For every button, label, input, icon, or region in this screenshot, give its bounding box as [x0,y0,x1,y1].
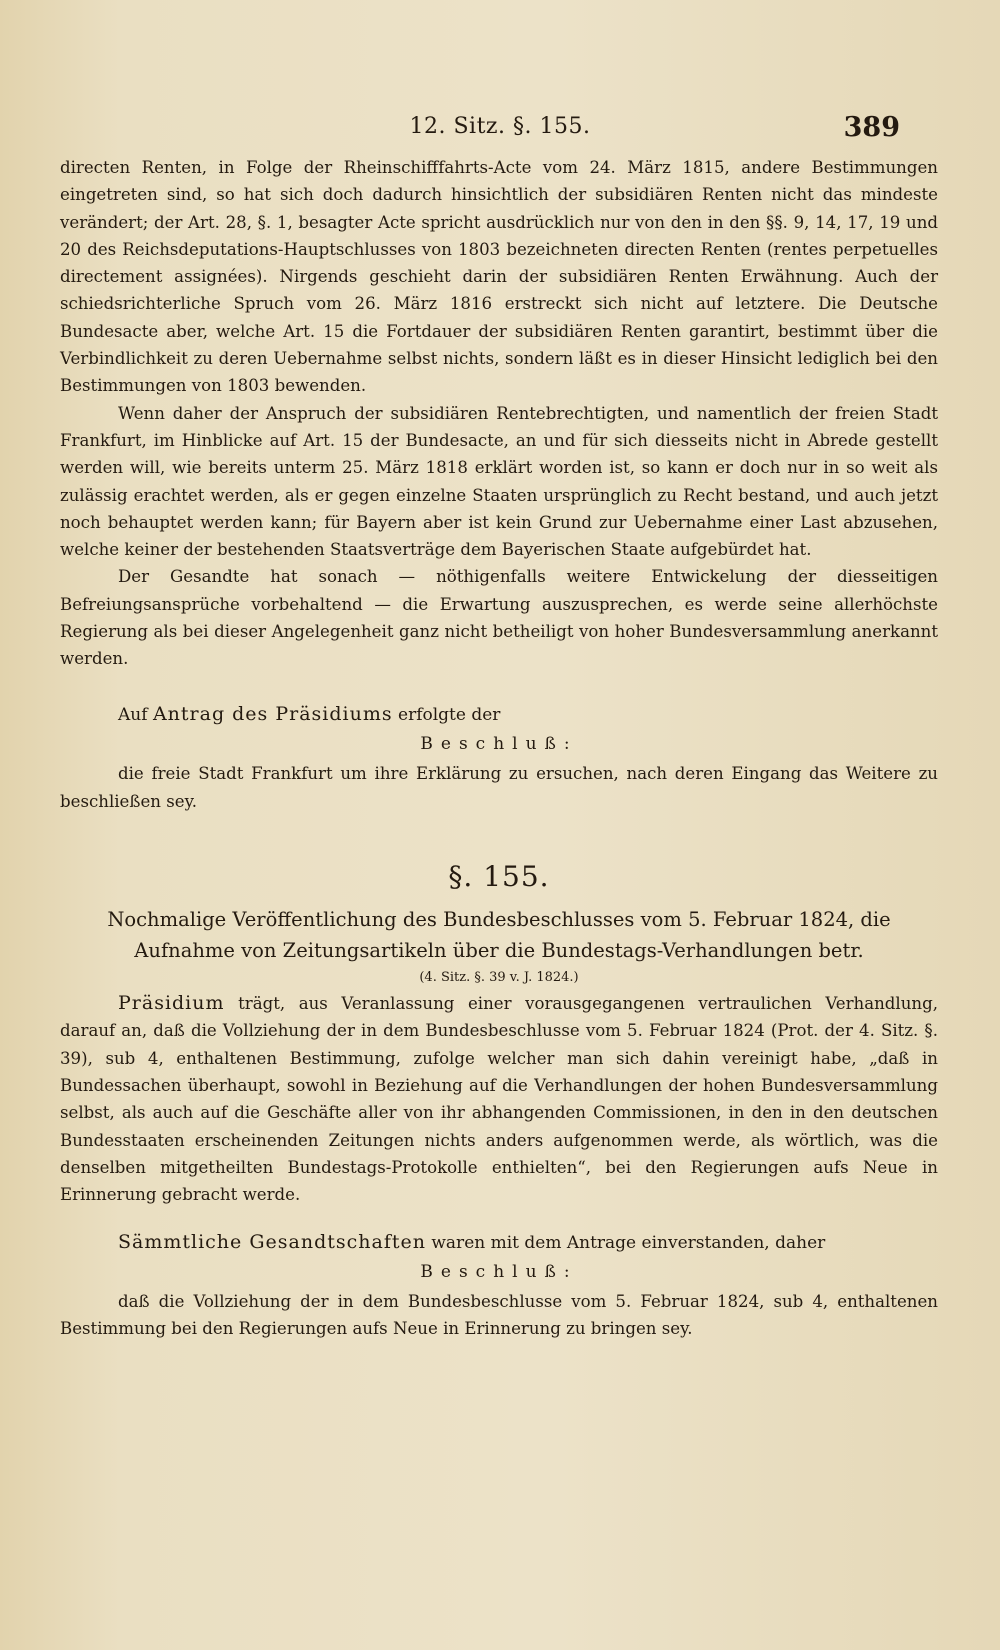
page-body [60,154,938,1343]
running-head-title: 12. Sitz. §. 155. [409,114,591,139]
beschluss-heading: Beschluß: [420,1261,578,1282]
motion-line [60,1229,938,1257]
motion-line [60,701,938,729]
resolution-text: die freie Stadt Frankfurt um ihre Erklärung zu ersuchen, nach deren Eingang das Weitere zu beschließen sey. [60,764,938,811]
paragraph: directen Renten, in Folge der Rheinschifffahrts-Acte vom 24. März 1815, andere Bestimmungen eingetreten sind, so hat sich doch dadurch hinsichtlich der subsidiären Renten nicht das mindeste verändert; der Art. 28, §. 1, besagter Acte spricht ausdrücklich nur von den in den §§. 9, 14, 17, 19 und 20 des Reichsdeputations-Hauptschlusses von 1803 bezeichneten directen Renten (rentes perpetuelles directement assignées). Nirgends geschieht darin der subsidiären Renten Erwähnung. Auch der schiedsrichterliche Spruch vom 26. März 1816 erstreckt sich nicht auf letztere. Die Deutsche Bundesacte aber, welche Art. 15 die Fortdauer der subsidiären Renten garantirt, bestimmt über die Verbindlichkeit zu deren Uebernahme selbst nichts, sondern läßt es in dieser Hinsicht lediglich bei den Bestimmungen von 1803 bewenden. [60,158,938,396]
paragraph [60,990,938,1208]
section-heading: §. 155. [448,859,550,893]
beschluss-heading: Beschluß: [420,733,578,754]
motion-tail: erfolgte der [398,704,501,725]
section-title: Nochmalige Veröffentlichung des Bundesbeschlusses vom 5. Februar 1824, die Aufnahme von Zeitungsartikeln über die Bundestags-Verhandlungen betr. [107,908,891,963]
paragraph: Der Gesandte hat sonach — nöthigenfalls weitere Entwickelung der diesseitigen Befreiungsansprüche vorbehaltend — die Erwartung auszusprechen, es werde seine allerhöchste Regierung als bei dieser Angelegenheit ganz nicht betheiligt von hoher Bundesversammlung anerkannt werden. [60,567,938,669]
paragraph-text: trägt, aus Veranlassung einer vorausgegangenen vertraulichen Verhandlung, darauf an, daß die Vollziehung der in dem Bundesbeschlusse vom 5. Februar 1824 (Prot. der 4. Sitz. §. 39), sub 4, enthaltenen Bestimmung, zufolge welcher man sich dahin vereinigt habe, „daß in Bundessachen überhaupt, sowohl in Beziehung auf die Verhandlungen der hohen Bundesversammlung selbst, als auch auf die Geschäfte aller von ihr abhangenden Commissionen, in den in den deutschen Bundesstaaten erscheinenden Zeitungen nichts anders aufgenommen werde, als wörtlich, was die denselben mitgetheilten Bundestags-Protokolle enthielten“, bei den Regierungen aufs Neue in Erinnerung gebracht werde. [60,994,939,1205]
motion-spaced: Antrag des Präsidiums [152,702,393,725]
motion-lead: Sämmtliche Gesandtschaften [118,1230,426,1253]
motion-tail: waren mit dem Antrage einverstanden, daher [431,1232,826,1253]
motion-lead: Auf [118,704,148,725]
page-number: 389 [843,112,900,143]
resolution-text: daß die Vollziehung der in dem Bundesbeschlusse vom 5. Februar 1824, sub 4, enthaltenen Bestimmung bei den Regierungen aufs Neue in Erinnerung zu bringen sey. [60,1292,938,1339]
section-reference: (4. Sitz. §. 39 v. J. 1824.) [419,970,579,986]
paragraph-lead: Präsidium [118,992,225,1015]
paragraph: Wenn daher der Anspruch der subsidiären Rentebrechtigten, und namentlich der freien Stadt Frankfurt, im Hinblicke auf Art. 15 der Bundesacte, an und für sich diesseits nicht in Abrede gestellt werden will, wie bereits unterm 25. März 1818 erklärt worden ist, so kann er doch nur in so weit als zulässig erachtet werden, als er gegen einzelne Staaten ursprünglich zu Recht bestand, und auch jetzt noch behauptet werden kann; für Bayern aber ist kein Grund zur Uebernahme einer Last abzusehen, welche keiner der bestehenden Staatsverträge dem Bayerischen Staate aufgebürdet hat. [60,403,938,560]
running-head [0,112,1000,152]
